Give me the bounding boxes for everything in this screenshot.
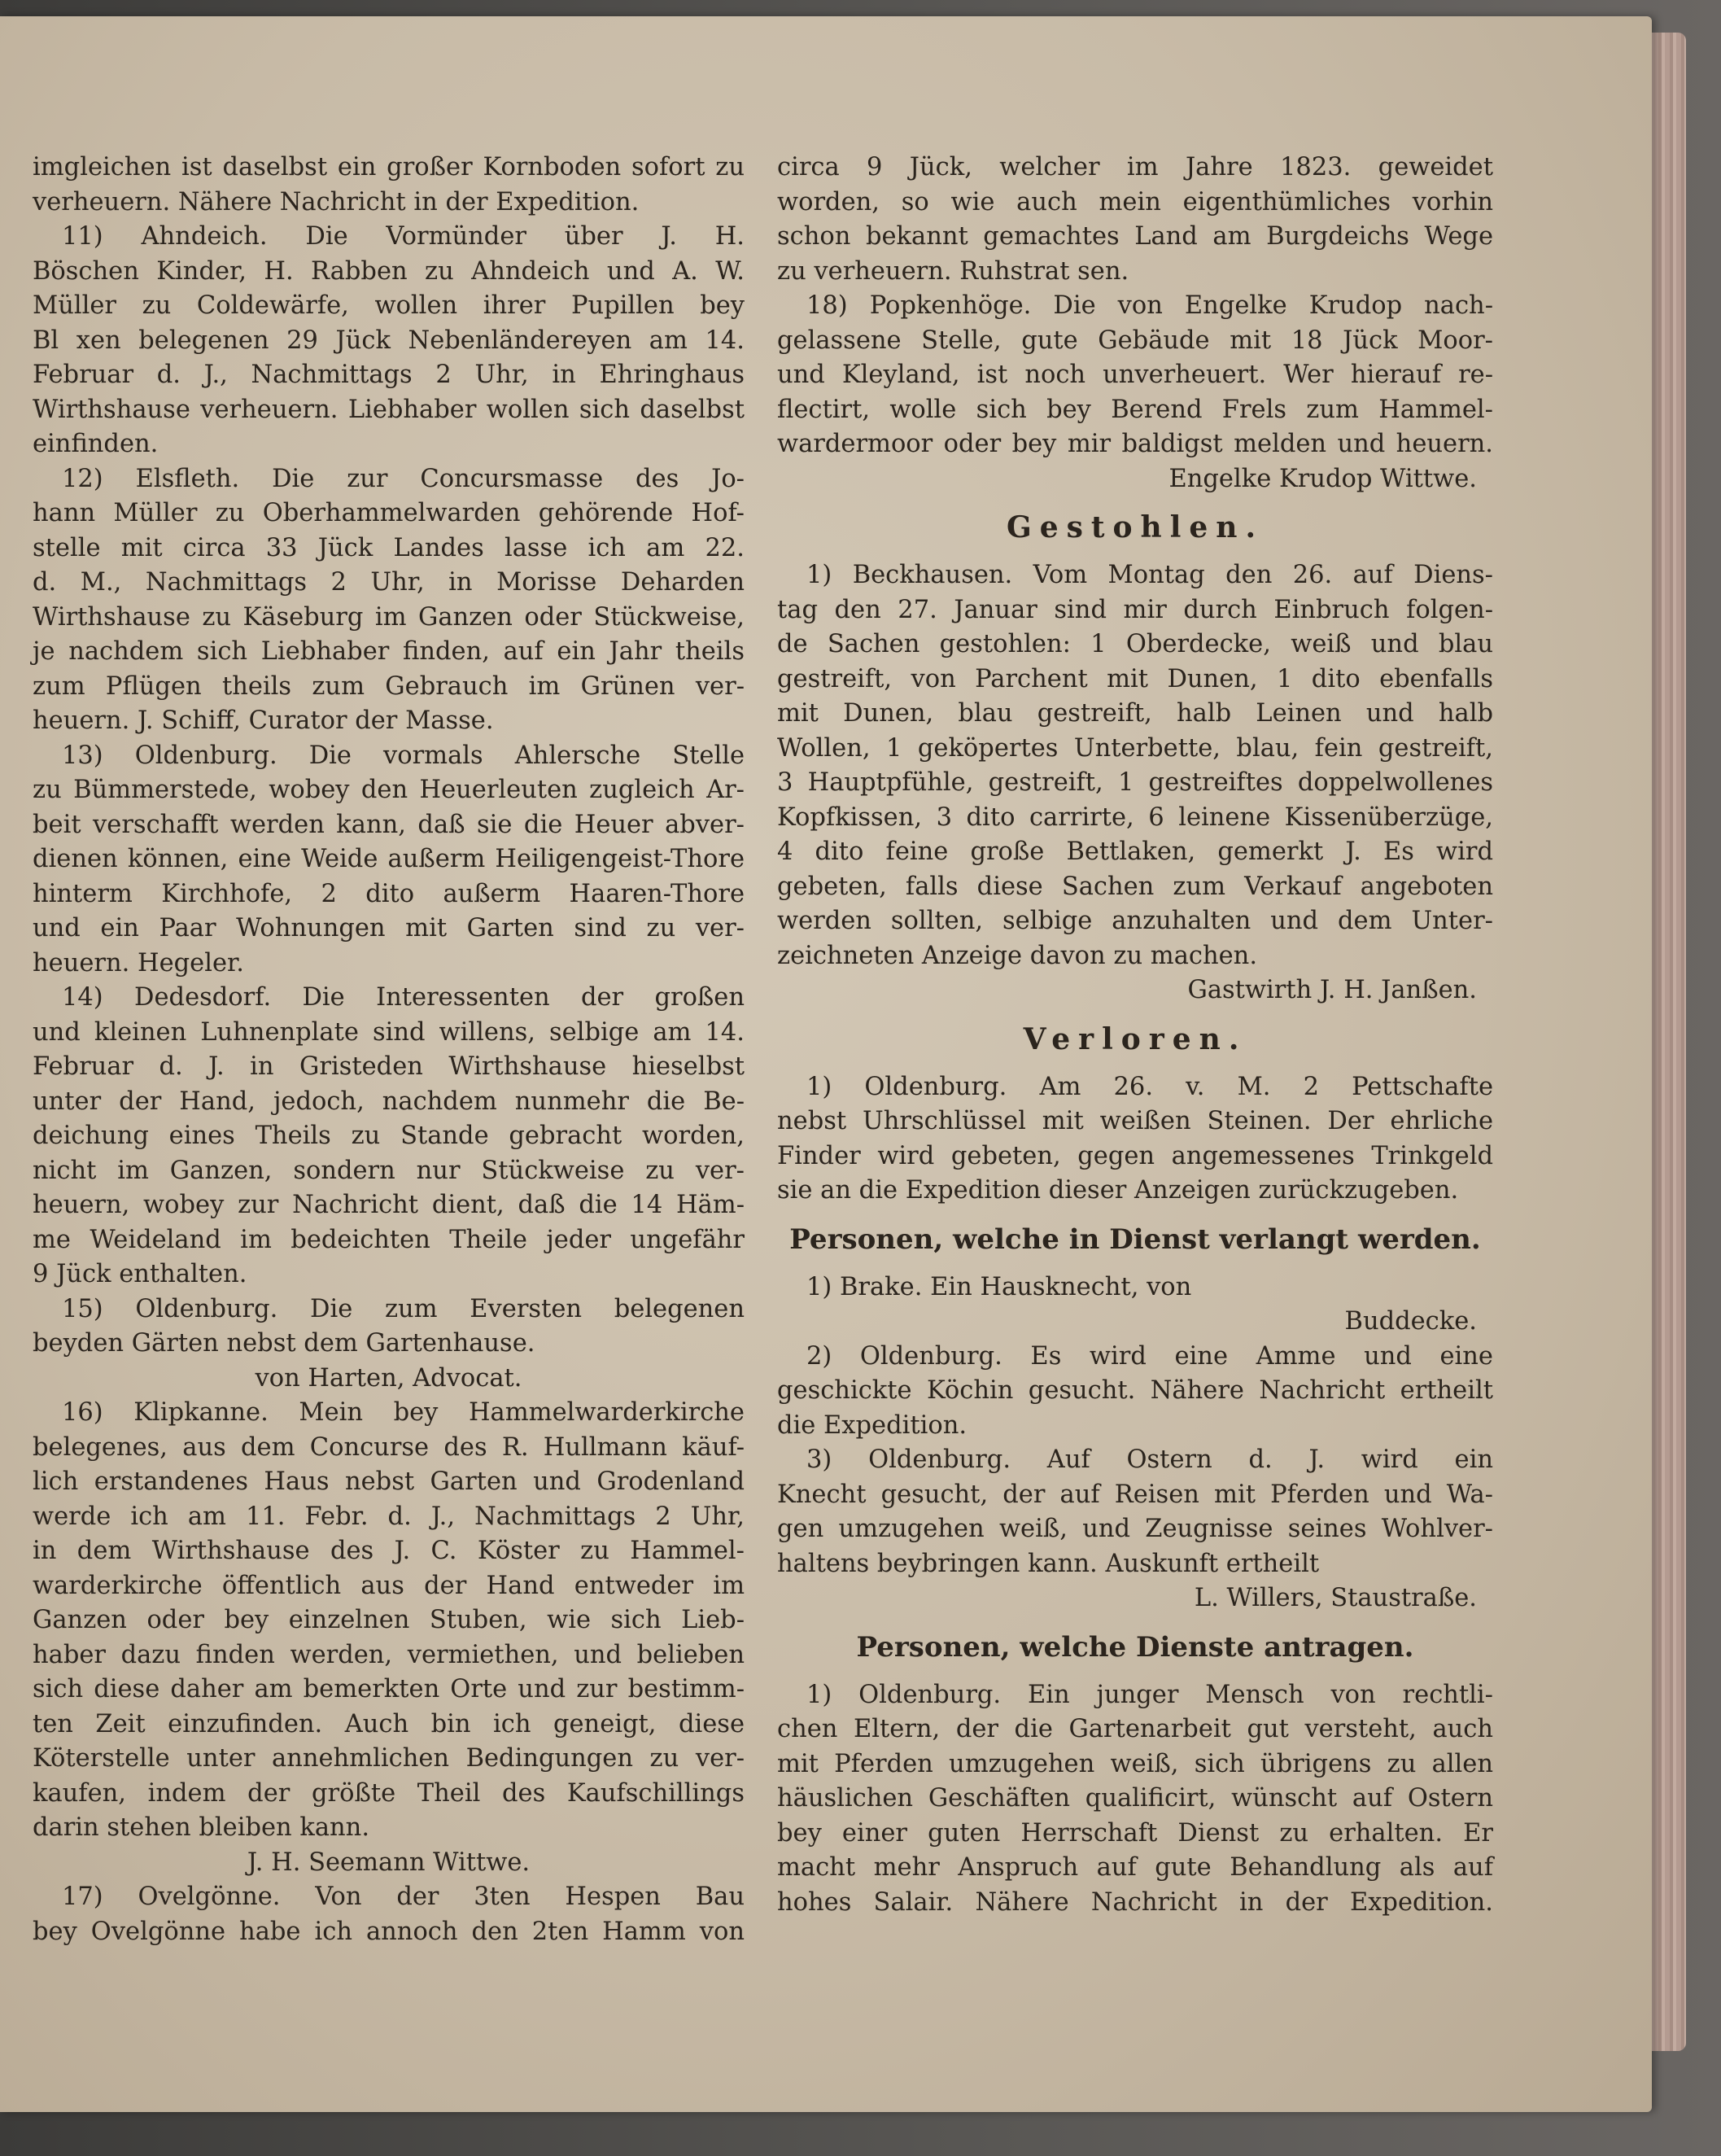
section-heading-dienste-antragen: Personen, welche Dienste antragen.	[856, 1630, 1414, 1664]
text-line: lich erstandenes Haus nebst Garten und Grodenland	[33, 1467, 745, 1496]
text-line: zeichneten Anzeige davon zu machen.	[777, 941, 1258, 970]
text-line: hohes Salair. Nähere Nachricht in der Expedition.	[777, 1887, 1493, 1917]
text-line: Kopfkissen, 3 dito carrirte, 6 leinene Kissenüberzüge,	[777, 802, 1493, 832]
text-line: 4 dito feine große Bettlaken, gemerkt J. Es wird	[777, 837, 1493, 866]
text-line: gelassene Stelle, gute Gebäude mit 18 Jück Moor-	[777, 326, 1493, 355]
text-line: darin stehen bleiben kann.	[33, 1813, 370, 1842]
text-line: Köterstelle unter annehmlichen Bedingungen zu ver-	[33, 1744, 745, 1773]
notice-brake: 1) Brake. Ein Hausknecht, von	[806, 1272, 1192, 1301]
text-line: unter der Hand, jedoch, nachdem nunmehr die Be-	[33, 1087, 745, 1116]
text-line: Wirthshause zu Käseburg im Ganzen oder Stückweise,	[33, 602, 745, 632]
right-column	[777, 151, 1493, 1920]
text-line: geschickte Köchin gesucht. Nähere Nachricht ertheilt	[777, 1376, 1493, 1405]
text-line: häuslichen Geschäften qualificirt, wünscht auf Ostern	[777, 1784, 1493, 1813]
text-line: gestreift, von Parchent mit Dunen, 1 dito ebenfalls	[777, 664, 1493, 693]
text-line: nicht im Ganzen, sondern nur Stückweise zu ver-	[33, 1156, 745, 1185]
text-line: je nachdem sich Liebhaber finden, auf ein Jahr theils	[33, 637, 745, 666]
notice-beckhausen: 1) Beckhausen. Vom Montag den 26. auf Diens-	[806, 561, 1493, 589]
notice-ovelgoenne: 17) Ovelgönne. Von der 3ten Hespen Bau	[62, 1883, 745, 1911]
notice-oldenburg-knecht: 3) Oldenburg. Auf Ostern d. J. wird ein	[806, 1445, 1493, 1474]
text-line: 3 Hauptpfühle, gestreift, 1 gestreiftes doppelwollenes	[777, 768, 1493, 797]
text-line: dienen können, eine Weide außerm Heiligengeist-Thore	[33, 845, 745, 873]
text-line: beit verschafft werden kann, daß sie die Heuer abver-	[33, 810, 745, 839]
text-line: 9 Jück enthalten.	[33, 1260, 247, 1288]
text-line: mit Dunen, blau gestreift, halb Leinen und halb	[777, 699, 1493, 728]
text-line: in dem Wirthshause des J. C. Köster zu Hammel-	[33, 1537, 745, 1565]
text-line: kaufen, indem der größte Theil des Kaufschillings	[33, 1778, 745, 1808]
text-line: die Expedition.	[777, 1410, 968, 1440]
text-line: chen Eltern, der die Gartenarbeit gut versteht, auch	[777, 1715, 1493, 1743]
notice-oldenburg-verloren: 1) Oldenburg. Am 26. v. M. 2 Pettschafte	[806, 1072, 1493, 1101]
text-line: gebeten, falls diese Sachen zum Verkauf angeboten	[777, 872, 1493, 901]
text-line: hinterm Kirchhofe, 2 dito außerm Haaren-Thore	[33, 879, 745, 908]
text-line: macht mehr Anspruch auf gute Behandlung als auf	[777, 1853, 1493, 1882]
notice-oldenburg-13: 13) Oldenburg. Die vormals Ahlersche Stelle	[62, 741, 745, 770]
text-line: stelle mit circa 33 Jück Landes lasse ich am 22.	[33, 533, 745, 562]
text-line: bey einer guten Herrschaft Dienst zu erhalten. Er	[777, 1818, 1493, 1848]
notice-popkenhoege: 18) Popkenhöge. Die von Engelke Krudop nach-	[806, 291, 1493, 320]
notice-oldenburg-amme: 2) Oldenburg. Es wird eine Amme und eine	[806, 1341, 1493, 1371]
text-line: hann Müller zu Oberhammelwarden gehörende Hof-	[33, 499, 745, 527]
text-line: Wollen, 1 geköpertes Unterbette, blau, fein gestreift,	[777, 733, 1493, 763]
notice-elsfleth: 12) Elsfleth. Die zur Concursmasse des Jo-	[62, 464, 745, 493]
section-heading-dienst-verlangt: Personen, welche in Dienst verlangt werden.	[789, 1222, 1481, 1256]
text-line: Februar d. J. in Gristeden Wirthshause hieselbst	[33, 1052, 745, 1081]
text-line: deichung eines Theils zu Stande gebracht worden,	[33, 1122, 745, 1150]
text-line: tag den 27. Januar sind mir durch Einbruch folgen-	[777, 595, 1493, 624]
text-line: bey Ovelgönne habe ich annoch den 2ten Hamm von	[33, 1917, 745, 1946]
text-line: nebst Uhrschlüssel mit weißen Steinen. Der ehrliche	[777, 1107, 1493, 1135]
text-line: zum Pflügen theils zum Gebrauch im Grünen ver-	[33, 671, 745, 701]
signature-line: J. H. Seemann Wittwe.	[247, 1848, 531, 1877]
signature-line: zu verheuern. Ruhstrat sen.	[777, 256, 1129, 286]
notice-dedesdorf: 14) Dedesdorf. Die Interessenten der großen	[62, 983, 745, 1012]
section-heading-verloren: Verloren.	[1023, 1021, 1247, 1056]
text-line: gen umzugehen weiß, und Zeugnisse seines Wohlver-	[777, 1515, 1493, 1543]
notice-klipkanne: 16) Klipkanne. Mein bey Hammelwarderkirche	[62, 1398, 745, 1427]
notice-ahndeich: 11) Ahndeich. Die Vormünder über J. H.	[62, 222, 745, 251]
notice-oldenburg-15: 15) Oldenburg. Die zum Eversten belegenen	[62, 1294, 745, 1323]
text-line: wardermoor oder bey mir baldigst melden und heuern.	[777, 430, 1493, 458]
text-line: beyden Gärten nebst dem Gartenhause.	[33, 1329, 535, 1358]
signature-line: Engelke Krudop Wittwe.	[1168, 464, 1477, 493]
text-line: Februar d. J., Nachmittags 2 Uhr, in Ehringhaus	[33, 361, 745, 389]
text-line: und kleinen Luhnenplate sind willens, selbige am 14.	[33, 1017, 745, 1047]
signature-line: heuern. Hegeler.	[33, 948, 244, 977]
left-column	[33, 151, 745, 1949]
text-line: warderkirche öffentlich aus der Hand entweder im	[33, 1571, 745, 1600]
text-line: d. M., Nachmittags 2 Uhr, in Morisse Deharden	[33, 568, 745, 597]
text-line: und Kleyland, ist noch unverheuert. Wer hierauf re-	[777, 361, 1493, 389]
text-line: Böschen Kinder, H. Rabben zu Ahndeich und A. W.	[33, 256, 745, 286]
text-line: Müller zu Coldewärfe, wollen ihrer Pupillen bey	[33, 291, 745, 320]
text-line: circa 9 Jück, welcher im Jahre 1823. geweidet	[777, 153, 1493, 181]
text-line: und ein Paar Wohnungen mit Garten sind zu ver-	[33, 914, 745, 942]
signature-line: von Harten, Advocat.	[255, 1363, 522, 1393]
text-line: schon bekannt gemachtes Land am Burgdeichs Wege	[777, 222, 1493, 251]
signature-line: Buddecke.	[1344, 1307, 1477, 1336]
notice-oldenburg-dienst: 1) Oldenburg. Ein junger Mensch von rechtli-	[806, 1680, 1493, 1709]
text-line: Bl xen belegenen 29 Jück Nebenländereyen am 14.	[33, 326, 745, 355]
text-line: Knecht gesucht, der auf Reisen mit Pferden und Wa-	[777, 1480, 1493, 1509]
text-line: Wirthshause verheuern. Liebhaber wollen sich daselbst	[33, 395, 745, 424]
section-heading-gestohlen: Gestohlen.	[1006, 510, 1265, 544]
text-line: zu Bümmerstede, wobey den Heuerleuten zugleich Ar-	[33, 776, 745, 804]
text-line: haltens beybringen kann. Auskunft ertheilt	[777, 1549, 1320, 1578]
newspaper-page	[0, 16, 1652, 2112]
text-line: Finder wird gebeten, gegen angemessenes Trinkgeld	[777, 1141, 1493, 1170]
text-line: mit Pferden umzugehen weiß, sich übrigens zu allen	[777, 1749, 1493, 1778]
signature-line: L. Willers, Staustraße.	[1194, 1584, 1477, 1612]
text-line: heuern, wobey zur Nachricht dient, daß die 14 Häm-	[33, 1191, 745, 1219]
signature-line: Gastwirth J. H. Janßen.	[1187, 976, 1477, 1004]
text-line: worden, so wie auch mein eigenthümliches vorhin	[777, 187, 1493, 216]
text-line: einfinden.	[33, 430, 159, 458]
text-line: haber dazu finden werden, vermiethen, und belieben	[33, 1640, 745, 1669]
text-line: imgleichen ist daselbst ein großer Kornboden sofort zu	[33, 153, 745, 181]
text-line: sich diese daher am bemerkten Orte und zur bestimm-	[33, 1675, 745, 1703]
text-line: werden sollten, selbige anzuhalten und dem Unter-	[777, 907, 1493, 935]
text-line: me Weideland im bedeichten Theile jeder ungefähr	[33, 1225, 745, 1254]
text-line: flectirt, wolle sich bey Berend Frels zum Hammel-	[777, 395, 1493, 424]
text-line: Ganzen oder bey einzelnen Stuben, wie sich Lieb-	[33, 1606, 745, 1634]
text-line: sie an die Expedition dieser Anzeigen zurückzugeben.	[777, 1176, 1459, 1205]
text-line: werde ich am 11. Febr. d. J., Nachmittags 2 Uhr,	[33, 1502, 745, 1531]
text-line: ten Zeit einzufinden. Auch bin ich geneigt, diese	[33, 1709, 745, 1738]
signature-line: heuern. J. Schiff, Curator der Masse.	[33, 706, 494, 735]
text-line: de Sachen gestohlen: 1 Oberdecke, weiß und blau	[777, 630, 1493, 658]
text-line: belegenes, aus dem Concurse des R. Hullmann käuf-	[33, 1432, 745, 1462]
text-line: verheuern. Nähere Nachricht in der Expedition.	[33, 187, 640, 216]
